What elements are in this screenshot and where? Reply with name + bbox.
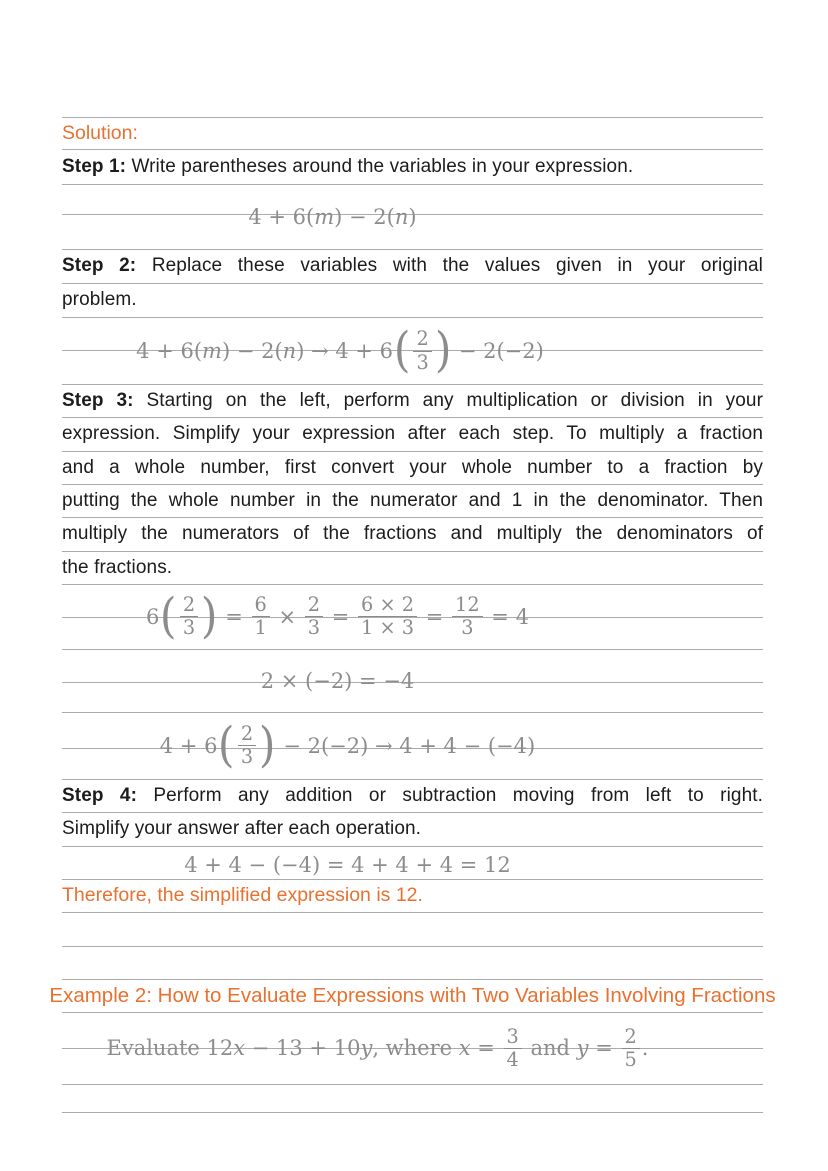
solution-label: Solution: [62,122,138,144]
paragraph-line [62,250,763,284]
math-expression: 4 + 6( m ) − 2( n ) → 4 + 6 ( $\frac{2}{3}$ ) − 2(−2) [136,322,544,378]
equation-simplified-expression [62,713,763,780]
empty-ruled-line [62,947,763,980]
solution-label-row [62,118,763,150]
step-1-text: Write parentheses around the variables in your expression. [131,156,634,177]
equation-substitution [62,318,763,385]
step-3-label: Step 3: [62,390,134,411]
equation-negative-multiplication [62,650,763,713]
paragraph-line: the fractions. [62,552,763,585]
example-2-heading: Example 2: How to Evaluate Expressions with Two Variables Involving Fractions [49,983,776,1007]
paragraph-line: expression. Simplify your expression after each step. To multiply a fraction [62,418,763,451]
equation-final-addition [62,847,763,880]
step-4-paragraph [62,780,763,847]
step-4-text: Perform any addition or subtraction moving from left to right. [153,784,763,806]
conclusion-row [62,880,763,913]
math-expression: 2 × (−2) = −4 [260,668,415,693]
step-3-paragraph [62,385,763,585]
paragraph-line: Simplify your answer after each operation. [62,813,763,847]
step-1-label: Step 1: [62,156,127,177]
equation-fraction-multiplication [62,585,763,650]
equation-example-2-problem [62,1013,763,1085]
top-margin-ruled-line [62,0,763,118]
paragraph-line: problem. [62,284,763,318]
math-expression: 4 + 6 ( $\frac{2}{3}$ ) − 2(−2) → 4 + 4 − (−4) [159,717,536,773]
paragraph-line [62,385,763,418]
step-1-paragraph [62,150,763,185]
equation-parentheses [62,185,763,250]
paragraph-line: and a whole number, first convert your whole number to a fraction by [62,452,763,485]
paragraph-line [62,150,763,185]
conclusion-text: Therefore, the simplified expression is 12. [62,884,423,907]
paragraph-line [62,780,763,814]
paragraph-line: multiply the numerators of the fractions and multiply the denominators of [62,518,763,551]
step-2-paragraph [62,250,763,318]
step-4-label: Step 4: [62,784,138,806]
step-2-label: Step 2: [62,255,137,276]
math-expression: Evaluate 12 x − 13 + 10 y , where x = $\frac{3}{4}$ and y = $\frac{2}{5}$ . [106,1024,649,1071]
step-3-text: Starting on the left, perform any multiplication or division in your [146,390,763,411]
math-expression: 4 + 6( m ) − 2( n ) [248,205,417,229]
math-expression: 4 + 4 − (−4) = 4 + 4 + 4 = 12 [184,852,511,877]
content-column [49,0,776,1171]
empty-ruled-line [62,913,763,947]
example-2-heading-row [49,980,776,1013]
paragraph-line: putting the whole number in the numerator and 1 in the denominator. Then [62,485,763,518]
empty-ruled-line [62,1085,763,1113]
step-2-text: Replace these variables with the values given in your original [151,255,763,276]
math-expression: 6 ( $\frac{2}{3}$ ) = $\frac{6}{1}$ × $\frac{2}{3}$ = $\frac{6 \times 2}{1 \times 3}$ = $\frac{12}{3}$ = 4 [146,588,529,644]
bottom-margin [62,1113,763,1171]
